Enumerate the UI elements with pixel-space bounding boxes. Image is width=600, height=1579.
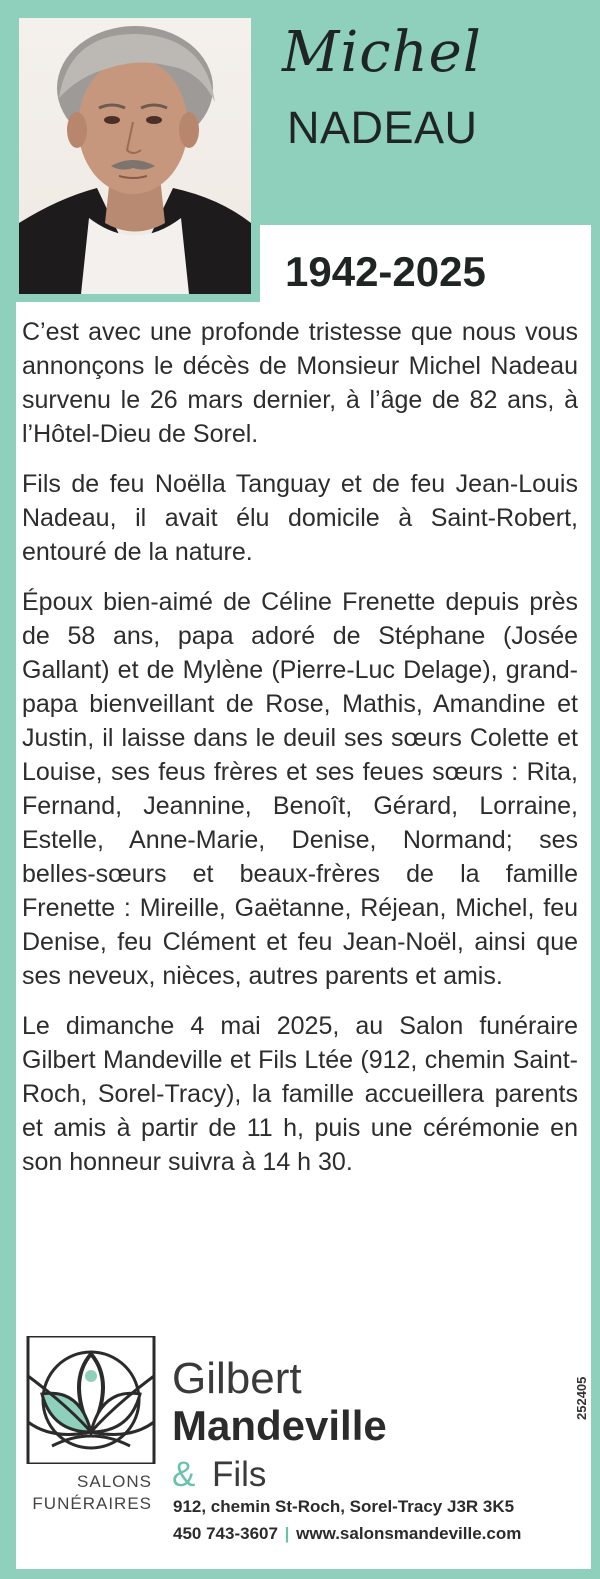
portrait-frame [10, 10, 260, 302]
brand-ampersand: & [172, 1455, 196, 1494]
brand-mandeville: Mandeville [172, 1402, 387, 1449]
contact-separator: | [284, 1524, 290, 1543]
paragraph-parents: Fils de feu Noëlla Tanguay et de feu Jean-Louis Nadeau, il avait élu domicile à Saint-Robert, entouré de la nature. [22, 470, 578, 566]
last-name: NADEAU [287, 102, 478, 153]
paragraph-announcement: C’est avec une profonde tristesse que nous vous annonçons le décès de Monsieur Michel Nadeau survenu le 26 mars dernier, à l’âge de 82 ans, à l’Hôtel-Dieu de Sorel. [22, 318, 578, 448]
right-border [591, 0, 600, 1579]
salons-line1: SALONS [77, 1472, 152, 1491]
lotus-logo-icon [22, 1336, 162, 1464]
funeral-home-address: 912, chemin St-Roch, Sorel-Tracy J3R 3K5 [173, 1497, 515, 1516]
brand-gilbert: Gilbert [172, 1354, 302, 1403]
paragraph-service: Le dimanche 4 mai 2025, au Salon funéraire Gilbert Mandeville et Fils Ltée (912, chemin Saint-Roch, Sorel-Tracy), la famille accueillera parents et amis à partir de 11 h, puis une cérémonie en son honneur suivra à 14 h 30. [22, 1012, 578, 1176]
ad-reference-number: 252405 [574, 1376, 589, 1420]
life-years: 1942-2025 [285, 248, 486, 295]
brand-fils: Fils [212, 1455, 267, 1494]
first-name: Michel [282, 20, 482, 85]
website-link[interactable]: www.salonsmandeville.com [296, 1524, 522, 1543]
bottom-border [0, 1569, 600, 1579]
paragraph-family: Époux bien-aimé de Céline Frenette depuis près de 58 ans, papa adoré de Stéphane (Josée Gallant) et de Mylène (Pierre-Luc Delage), grand-papa bienveillant de Rose, Mathis, Amandine et Justin, il laisse dans le deuil ses sœurs Colette et Louise, ses feus frères et ses feues sœurs : Rita, Fernand, Jeannine, Benoît, Gérard, Lorraine, Estelle, Anne-Marie, Denise, Normand; ses belles-sœurs et beaux-frères de la famille Frenette : Mireille, Gaëtanne, Réjean, Michel, feu Denise, feu Clément et feu Jean-Noël, ainsi que ses neveux, nièces, autres parents et amis. [22, 588, 578, 990]
salons-funeraires-label [30, 1471, 152, 1515]
phone-number: 450 743-3607 [173, 1524, 278, 1543]
obituary-text [22, 315, 578, 1195]
portrait-photo [19, 18, 251, 294]
contact-line [173, 1524, 521, 1544]
salons-line2: FUNÉRAIRES [32, 1494, 152, 1513]
